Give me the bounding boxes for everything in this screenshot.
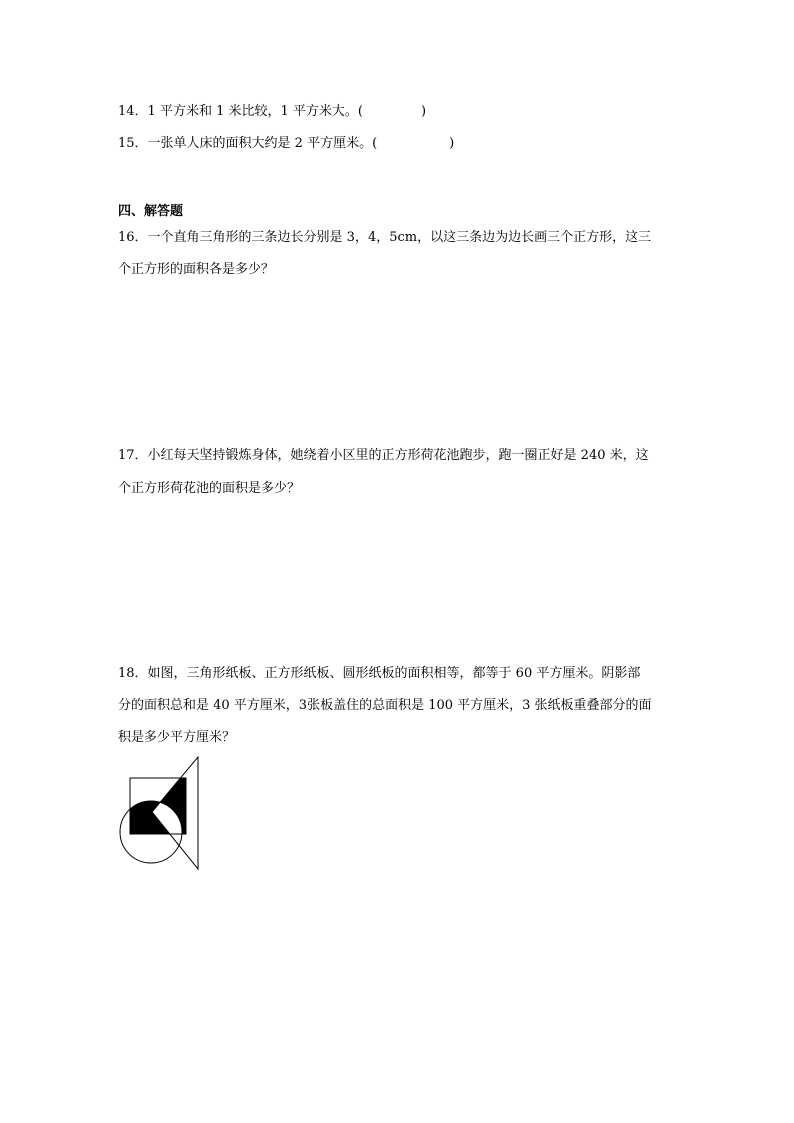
question-17-line-1: 17．小红每天坚持锻炼身体，她绕着小区里的正方形荷花池跑步，跑一圈正好是 240 米，这 bbox=[118, 448, 649, 463]
question-18-line-1: 18．如图，三角形纸板、正方形纸板、圆形纸板的面积相等，都等于 60 平方厘米。阴影部 bbox=[118, 666, 641, 681]
question-14 bbox=[118, 104, 426, 120]
question-15 bbox=[118, 136, 454, 152]
question-18-line-2: 分的面积总和是 40 平方厘米，3张板盖住的总面积是 100 平方厘米，3 张纸板重叠部分的面 bbox=[118, 698, 652, 713]
question-17-line-2: 个正方形荷花池的面积是多少？ bbox=[118, 481, 301, 496]
question-16-line-1: 16．一个直角三角形的三条边长分别是 3，4，5cm，以这三条边为边长画三个正方形，这三 bbox=[118, 230, 652, 245]
question-14-text: 14．1 平方米和 1 米比较，1 平方米大。( bbox=[118, 104, 363, 119]
question-18-line-3: 积是多少平方厘米？ bbox=[118, 730, 236, 745]
overlap-figure bbox=[118, 752, 208, 872]
question-16-line-2: 个正方形的面积各是多少？ bbox=[118, 262, 275, 277]
question-15-text: 15．一张单人床的面积大约是 2 平方厘米。( bbox=[118, 136, 378, 151]
section-title: 四、解答题 bbox=[118, 204, 184, 219]
question-15-close-paren: ) bbox=[449, 136, 455, 151]
question-14-close-paren: ) bbox=[420, 104, 427, 119]
